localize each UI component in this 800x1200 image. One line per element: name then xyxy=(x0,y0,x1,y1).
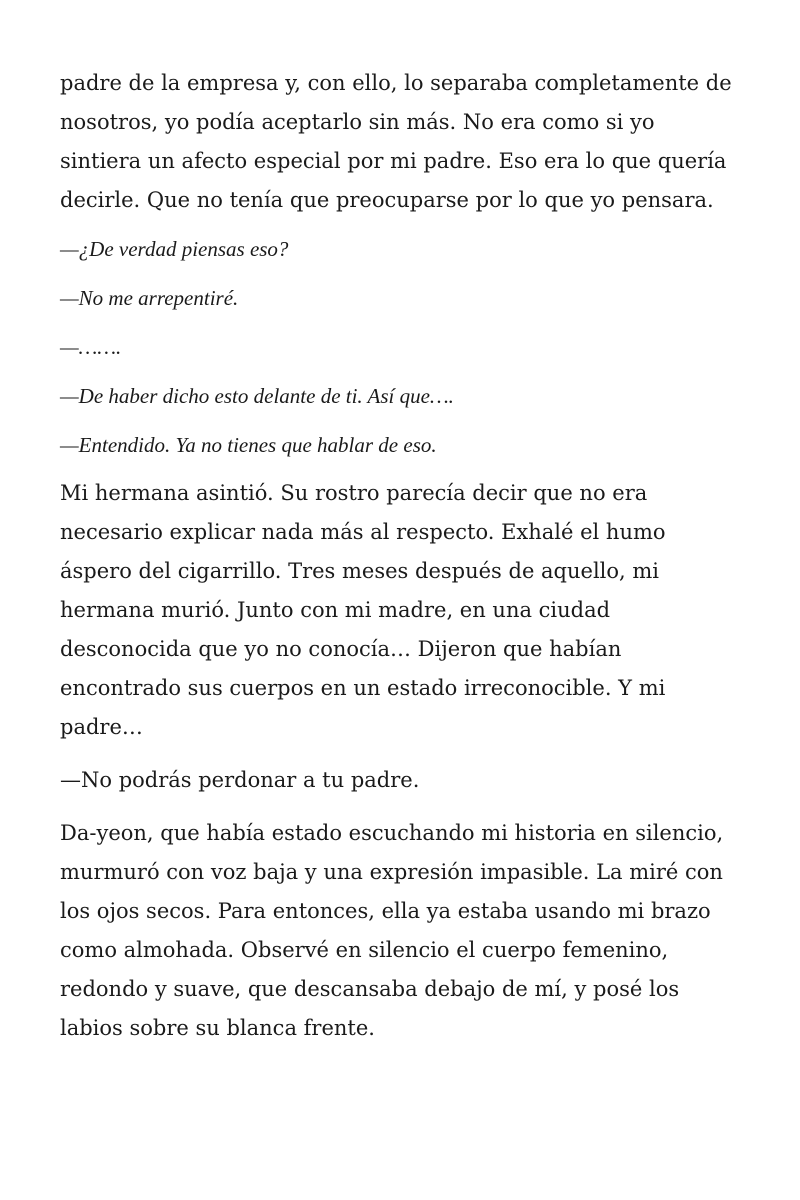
paragraph-dialogue: —No podrás perdonar a tu padre. xyxy=(60,768,420,792)
paragraph: Da-yeon, que había estado escuchando mi historia en silencio, murmuró con voz baja y una expresión impasible. La miré con los ojos secos. Para entonces, ella ya estaba usando mi brazo como almohada. Observé en silencio el cuerpo femenino, redondo y suave, que descansaba debajo de mí, y posé los labios sobre su blanca frente. xyxy=(60,821,724,1040)
paragraph: padre de la empresa y, con ello, lo separaba completamente de nosotros, yo podía aceptarlo sin más. No era como si yo sintiera un afecto especial por mi padre. Eso era lo que quería decirle. Que no tenía que preocuparse por lo que yo pensara. xyxy=(60,71,732,212)
dialogue-line: —No me arrepentiré. xyxy=(60,286,239,310)
page-body xyxy=(60,64,740,1048)
dialogue-line: —Entendido. Ya no tienes que hablar de eso. xyxy=(60,433,437,457)
dialogue-line: —De haber dicho esto delante de ti. Así que…. xyxy=(60,384,454,408)
dialogue-line: —¿De verdad piensas eso? xyxy=(60,237,289,261)
paragraph: Mi hermana asintió. Su rostro parecía decir que no era necesario explicar nada más al respecto. Exhalé el humo áspero del cigarrillo. Tres meses después de aquello, mi hermana murió. Junto con mi madre, en una ciudad desconocida que yo no conocía… Dijeron que habían encontrado sus cuerpos en un estado irreconocible. Y mi padre… xyxy=(60,481,666,739)
dialogue-line: —……. xyxy=(60,335,122,359)
dialogue-block xyxy=(60,234,740,460)
